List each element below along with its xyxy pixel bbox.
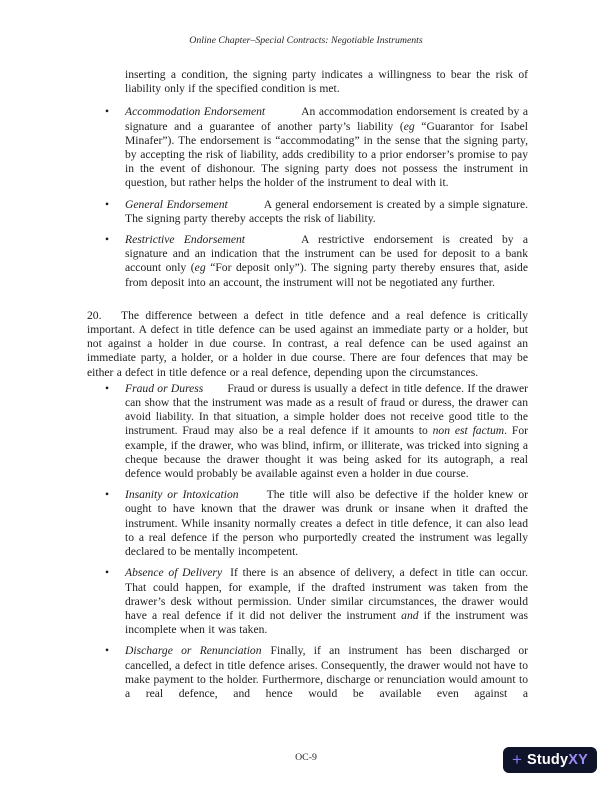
bullet-text: If there is an absence of delivery, a defect in title can occur. That could happen, for example, if the drafted instrument was taken from the drawer’s desk without permission. Under similar circumstances, the drawer would have a real defence if it did not deliver the instrument and if the instrument was incomplete when it was taken. [125,566,529,637]
bullet-text: An accommodation endorsement is created by a signature and a guarantee of another party’s liability (eg “Guarantor for Isabel Minafer”). The endorsement is “accommodating” in the sense that the signing party, by accepting the risk of liability, adds credibility to a prior endorser’s promise to pay in the event of dishonour. The signing party does not possess the instrument in question, but rather helps the holder of the instrument to deal with it. [125,105,528,190]
tab-spacer [245,242,301,243]
bullet-icon: • [105,105,110,119]
bullet-term: Fraud or Duress [125,381,204,395]
tab-spacer [222,575,230,576]
tab-spacer [228,207,264,208]
studyxy-logo [503,747,597,773]
endorsement-list [87,105,528,289]
logo-text-primary: Study [526,751,569,768]
list-item [87,105,528,190]
tab-spacer [239,497,267,498]
list-item [87,488,528,559]
paragraph-text: The difference between a defect in title defence and a real defence is critically important. A defect in title defence can be used against an immediate party or a holder, but not against a holder in due course. In contrast, a real defence can be used against an immediate party, a holder, or a holder in due course. There are four defences that may be either a defect in title defence or a real defence, depending upon the circumstances. [87,308,528,379]
bullet-text: A general endorsement is created by a simple signature. The signing party thereby accepts the risk of liability. [125,197,528,225]
bullet-icon: • [105,233,110,247]
bullet-text: The title will also be defective if the holder knew or ought to have known that the drawer was drunk or insane when it drafted the instrument. While insanity normally creates a defect in title defence, it can also lead to a real defence if the person who purportedly created the instrument was legally declared to be mentally incompetent. [125,488,529,559]
bullet-term: Restrictive Endorsement [125,233,246,247]
tab-spacer [262,653,271,654]
bullet-icon: • [105,566,110,580]
list-item [87,233,528,290]
tab-spacer [203,391,227,392]
paragraph-20 [87,309,528,380]
logo-text-accent: XY [568,751,588,768]
page-number: OC-9 [295,752,317,763]
bullet-term: General Endorsement [125,197,228,211]
list-item [87,382,528,481]
paragraph-continuation: inserting a condition, the signing party indicates a willingness to bear the risk of liability only if the specified condition is met. [125,68,528,96]
plus-icon: + [512,749,522,769]
bullet-term: Insanity or Intoxication [125,488,239,502]
bullet-icon: • [105,381,110,395]
logo-wordmark [527,753,588,768]
bullet-text: Finally, if an instrument has been discharged or cancelled, a defect in title defence arises. Consequently, the drawer would not have to make payment to the holder. Furthermore, discharge or renunciation would amount to a real defence, and hence would be available even against a [125,644,528,700]
bullet-text: A restrictive endorsement is created by a signature and an indication that the instrument can be used for deposit to a bank account only (eg “For deposit only”). The signing party thereby ensures that, aside from deposit into an account, the instrument will not be negotiated any further. [125,233,528,289]
bullet-term: Absence of Delivery [125,566,223,580]
bullet-icon: • [105,644,110,658]
bullet-text: Fraud or duress is usually a defect in title defence. If the drawer can show that the instrument was made as a result of fraud or duress, the drawer can avoid liability. In that situation, a simple holder does not receive good title to the instrument. Fraud may also be a real defence if it amounts to non est factum. For example, if the drawer, who was blind, infirm, or illiterate, was tricked into signing a cheque because the drawer thought it was being asked for its autograph, a real defence would probably be available against even a holder in due course. [125,381,529,481]
list-item [87,566,528,637]
tab-spacer [265,114,301,115]
defence-list [87,382,528,701]
list-item [87,198,528,226]
paragraph-number: 20. [87,308,102,322]
running-header: Online Chapter–Special Contracts: Negotiable Instruments [189,35,423,46]
bullet-icon: • [105,197,110,211]
bullet-term: Discharge or Renunciation [125,644,262,658]
page-body [87,68,528,708]
list-item [87,644,528,701]
bullet-icon: • [105,488,110,502]
bullet-term: Accommodation Endorsement [125,105,266,119]
